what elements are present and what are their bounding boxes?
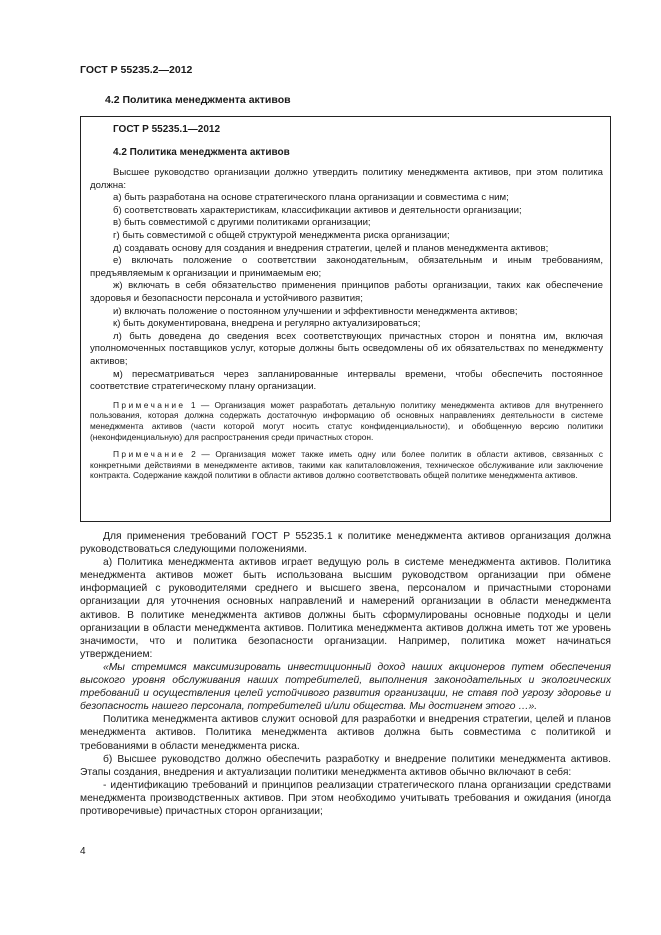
quoted-list-item: ж) включать в себя обязательство применения принципов работы организации, таких как обеспечение здоровья и безопасности персонала и устойчивого развития; <box>90 280 603 304</box>
quoted-list-item: б) соответствовать характеристикам, классификации активов и деятельности организации; <box>113 204 522 216</box>
quoted-section-heading: 4.2 Политика менеджмента активов <box>113 147 290 158</box>
page-header-standard: ГОСТ Р 55235.2—2012 <box>80 64 193 76</box>
section-heading: 4.2 Политика менеджмента активов <box>105 94 291 106</box>
note-1 <box>90 400 603 443</box>
main-text <box>80 530 611 818</box>
quoted-standard-box <box>80 116 611 522</box>
quoted-list-item: м) пересматриваться через запланированные интервалы времени, чтобы обеспечить постоянное соответствие стратегическому плану организации. <box>90 368 603 393</box>
quoted-list-item: г) быть совместимой с общей структурой менеджмента риска организации; <box>113 229 450 241</box>
quoted-list-item: и) включать положение о постоянном улучшении и эффективности менеджмента активов; <box>113 305 518 317</box>
quoted-list-item: к) быть документирована, внедрена и регулярно актуализироваться; <box>113 318 421 330</box>
note-1-label: Примечание <box>113 399 186 410</box>
main-paragraph: б) Высшее руководство должно обеспечить разработку и внедрение политики менеджмента активов. Этапы создания, внедрения и актуализации политики менеджмента активов обычно включают в себя: <box>80 753 611 778</box>
main-paragraph: Политика менеджмента активов служит основой для разработки и внедрения стратегии, целей и планов менеджмента активов. Политика менеджмента активов должна быть совместима с политикой и требованиями в области менеджмента риска. <box>80 714 611 752</box>
note-2 <box>90 449 603 481</box>
note-1-text: 1 — Организация может разработать детальную политику менеджмента активов для внутреннего пользования, которая должна содержать достаточную информацию об основных направлениях деятельности в системе менеджмента активов (части которой могут носить статус конфиденциальности), и обобщенную версию политики (неконфиденциальную) для распространения среди причастных сторон. <box>90 399 603 443</box>
quoted-list-item: л) быть доведена до сведения всех соответствующих причастных сторон и понятна им, включая уполномоченных поставщиков услуг, которые должны быть осведомлены об их обязательствах по менеджменту активов; <box>90 330 603 367</box>
quoted-standard-title: ГОСТ Р 55235.1—2012 <box>113 124 221 135</box>
quoted-list-item: е) включать положение о соответствии законодательным, обязательным и иным требованиям, предъявляемым к организации и принимаемым ею; <box>90 255 603 279</box>
note-2-label: Примечание <box>113 448 186 459</box>
main-paragraph: Для применения требований ГОСТ Р 55235.1 к политике менеджмента активов организация должна руководствоваться следующими положениями. <box>80 531 611 556</box>
main-paragraph: а) Политика менеджмента активов играет ведущую роль в системе менеджмента активов. Политика менеджмента активов может быть использована высшим руководством организации при обмене информацией с руководителями среднего и высшего звена, персоналом и причастными сторонами организации для уточнения основных направлений и намерений организации в области менеджмента активов. В политике менеджмента активов должны быть сформулированы основные подходы и цели организации в области менеджмента активов. Политика менеджмента активов должна иметь тот же уровень значимости, что и политика безопасности организации. Например, политика может начинаться утверждением: <box>80 557 611 660</box>
quoted-list-item: д) создавать основу для создания и внедрения стратегии, целей и планов менеджмента активов; <box>113 242 549 254</box>
quoted-text <box>90 167 603 481</box>
page-number: 4 <box>80 846 86 857</box>
quoted-paragraph: Высшее руководство организации должно утвердить политику менеджмента активов, при этом политика должна: <box>90 167 603 191</box>
note-2-text: 2 — Организация может также иметь одну или более политик в области активов, связанных с конкретными действиями в менеджменте активов, такими как капиталовложения, техническое обслуживание или заключение контракта. Содержание каждой политики в области активов должно соответствовать общей политике менеджмента активов. <box>90 448 603 481</box>
quoted-list-item: а) быть разработана на основе стратегического плана организации и совместима с ним; <box>113 192 509 204</box>
main-paragraph: - идентификацию требований и принципов реализации стратегического плана организации средствами менеджмента производственных активов. При этом необходимо учитывать требования и ожидания (иногда противоречивые) причастных сторон организации; <box>80 779 611 817</box>
policy-example-quote: «Мы стремимся максимизировать инвестиционный доход наших акционеров путем обеспечения высокого уровня обслуживания наших потребителей, выполнения законодательных и экологических требований и осуществления целей устойчивого развития организации, не ставя под угрозу здоровье и безопасность нашего персонала, потребителей и/или общества. Мы достигнем этого …». <box>80 661 611 713</box>
quoted-list-item: в) быть совместимой с другими политиками организации; <box>113 217 371 229</box>
